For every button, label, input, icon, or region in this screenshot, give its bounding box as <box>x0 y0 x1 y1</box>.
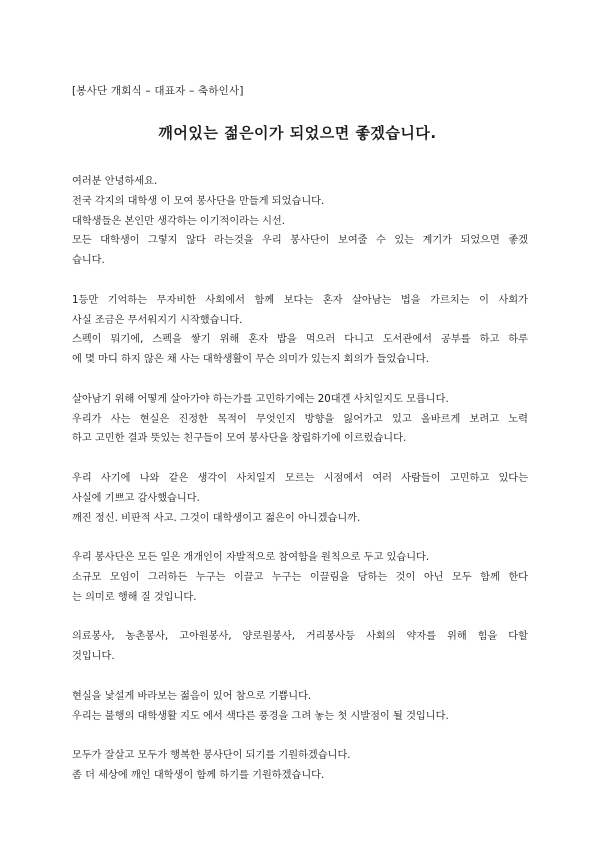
paragraph-line: 좀 더 세상에 깨인 대학생이 함께 하기를 기원하겠습니다. <box>72 769 325 781</box>
paragraph-line: 우리가 사는 현실은 진정한 목적이 무엇인지 방향을 잃어가고 있고 올바르게 보려고 노력 <box>72 413 528 425</box>
document-body <box>72 172 528 806</box>
paragraph-line: 1등만 기억하는 무자비한 사회에서 함께 보다는 혼자 살아남는 법을 가르치는 이 사회가 <box>72 294 528 306</box>
header-tag: [봉사단 개회식 – 대표자 – 축하인사] <box>72 85 244 97</box>
paragraph-line: 하고 고민한 결과 뜻있는 친구들이 모여 봉사단을 창립하기에 이르렀습니다. <box>72 433 407 445</box>
paragraph-line: 에 몇 마디 하지 않은 채 사는 대학생활이 무슨 의미가 있는지 회의가 들었습니다. <box>72 354 430 366</box>
paragraph-line: 사실 조금은 무서워지기 시작했습니다. <box>72 314 243 326</box>
paragraph <box>72 746 528 786</box>
paragraph <box>72 627 528 667</box>
paragraph-line: 우리 사기에 나와 같은 생각이 사치일지 모르는 시점에서 여러 사람들이 고민하고 있다는 <box>72 472 528 484</box>
paragraph <box>72 548 528 607</box>
paragraph-line: 의료봉사, 농촌봉사, 고아원봉사, 양로원봉사, 거리봉사등 사회의 약자를 위해 힘을 다할 <box>72 631 528 643</box>
paragraph-line: 습니다. <box>72 255 105 267</box>
paragraph-line: 우리는 불행의 대학생활 지도 에서 색다른 풍경을 그려 놓는 첫 시발점이 될 것입니다. <box>72 710 449 722</box>
paragraph-line: 현실을 낯설게 바라보는 젊음이 있어 참으로 기쁩니다. <box>72 690 312 702</box>
paragraph-line: 대학생들은 본인만 생각하는 이기적이라는 시선. <box>72 215 286 227</box>
paragraph <box>72 469 528 528</box>
paragraph-line: 모두가 잘살고 모두가 행복한 봉사단이 되기를 기원하겠습니다. <box>72 750 351 762</box>
paragraph-line: 소규모 모임이 그러하든 누구는 이끌고 누구는 이끌림을 당하는 것이 아닌 모두 함께 한다 <box>72 571 528 583</box>
paragraph-line: 모든 대학생이 그렇지 않다 라는것을 우리 봉사단이 보여줄 수 있는 계기가 되었으면 좋겠 <box>72 235 528 247</box>
paragraph-line: 우리 봉사단은 모든 일은 개개인이 자발적으로 참여함을 원칙으로 두고 있습니다. <box>72 552 430 564</box>
paragraph <box>72 687 528 727</box>
document-title: 깨어있는 젊은이가 되었으면 좋겠습니다. <box>158 124 437 142</box>
paragraph-line: 사실에 기쁘고 감사했습니다. <box>72 492 200 504</box>
paragraph <box>72 172 528 271</box>
paragraph <box>72 390 528 449</box>
paragraph <box>72 291 528 370</box>
paragraph-line: 것입니다. <box>72 651 115 663</box>
paragraph-line: 는 의미로 행해 질 것입니다. <box>72 591 197 603</box>
paragraph-line: 살아남기 위해 어떻게 살아가야 하는가를 고민하기에는 20대겐 사치일지도 모릅니다. <box>72 393 449 405</box>
paragraph-line: 깨진 정신. 비판적 사고. 그것이 대학생이고 젊은이 아니겠습니까. <box>72 512 361 524</box>
paragraph-line: 스펙이 뭐기에, 스펙을 쌓기 위해 혼자 밥을 먹으러 다니고 도서관에서 공부를 하고 하루 <box>72 334 528 346</box>
paragraph-line: 전국 각지의 대학생 이 모여 봉사단을 만들게 되었습니다. <box>72 195 325 207</box>
paragraph-line: 여러분 안녕하세요. <box>72 176 158 187</box>
